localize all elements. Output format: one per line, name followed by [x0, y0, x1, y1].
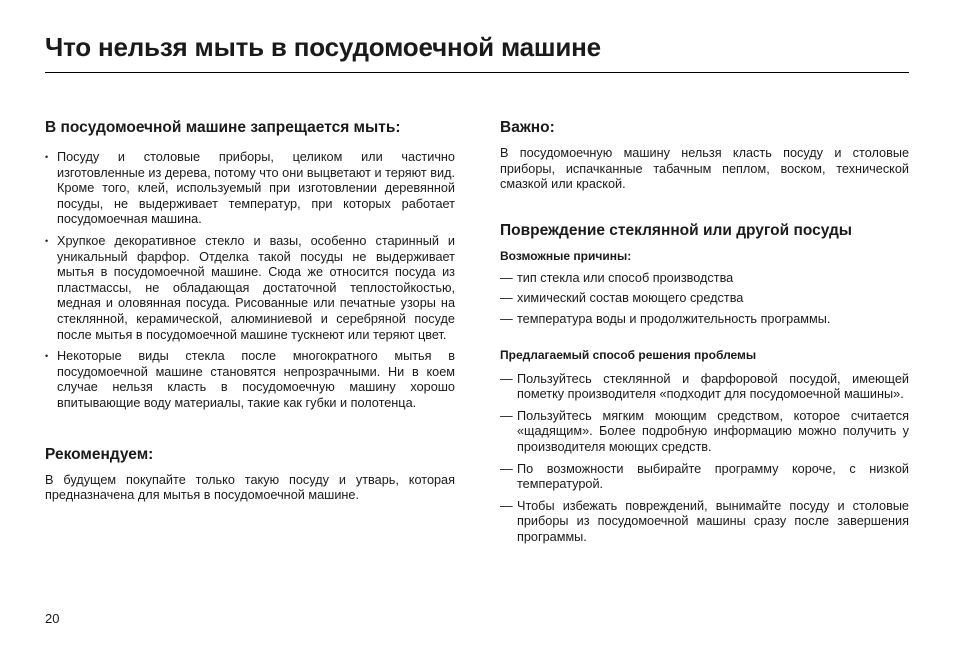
solution-item: — Чтобы избежать повреждений, вынимайте посуду и столовые приборы из посудомоечной машины сразу после завершения программы.: [500, 499, 909, 546]
left-column: [45, 118, 455, 504]
page-title: Что нельзя мыть в посудомоечной машине: [45, 32, 601, 62]
cause-item: — химический состав моющего средства: [500, 291, 909, 307]
solutions-list: [500, 372, 909, 546]
causes-heading: Возможные причины:: [500, 248, 632, 263]
solution-item: — По возможности выбирайте программу короче, с низкой температурой.: [500, 462, 909, 493]
prohibited-list: [45, 150, 455, 412]
right-column: [500, 118, 909, 552]
prohibited-heading: В посудомоечной машине запрещается мыть:: [45, 119, 401, 136]
cause-item: — температура воды и продолжительность программы.: [500, 312, 909, 328]
causes-list: [500, 271, 909, 328]
recommend-heading: Рекомендуем:: [45, 445, 154, 463]
solution-item: — Пользуйтесь мягким моющим средством, которое считается «щадящим». Более подробную информацию можно получить у производителя моющих средств.: [500, 409, 909, 456]
damage-heading: Повреждение стеклянной или другой посуды: [500, 221, 853, 239]
title-divider: [45, 72, 909, 73]
important-text: В посудомоечную машину нельзя класть посуду и столовые приборы, испачканные табачным пеплом, воском, технической смазкой или краской.: [500, 146, 909, 192]
solution-item: — Пользуйтесь стеклянной и фарфоровой посудой, имеющей пометку производителя «подходит для посудомоечной машины».: [500, 372, 909, 403]
prohibited-item: • Хрупкое декоративное стекло и вазы, особенно старинный и уникальный фарфор. Отделка такой посуды не выдерживает мытья в посудомоечной машине. Сюда же относится посуда из пластмассы, не обладающая достаточной теплостойкостью, медная и оловянная посуда. Рисованные или печатные узоры на стеклянной, керамической, алюминиевой и серебряной посуде после мытья в посудомоечной машине тускнеют или теряют цвет.: [45, 234, 455, 343]
important-heading: Важно:: [500, 119, 555, 136]
prohibited-item: • Посуду и столовые приборы, целиком или частично изготовленные из дерева, потому что они выцветают и теряют вид. Кроме того, клей, используемый при изготовлении деревянной посуды, не выдерживает температур, при которых работает посудомоечная машина.: [45, 150, 455, 228]
prohibited-item: • Некоторые виды стекла после многократного мытья в посудомоечной машине становятся непрозрачными. Ни в коем случае нельзя класть в посудомоечную машину хорошо впитывающие воду материалы, такие как губки и полотенца.: [45, 349, 455, 411]
recommend-text: В будущем покупайте только такую посуду и утварь, которая предназначена для мытья в посудомоечной машине.: [45, 472, 455, 503]
page-number: 20: [45, 611, 60, 626]
cause-item: — тип стекла или способ производства: [500, 271, 909, 287]
solution-heading: Предлагаемый способ решения проблемы: [500, 347, 757, 362]
